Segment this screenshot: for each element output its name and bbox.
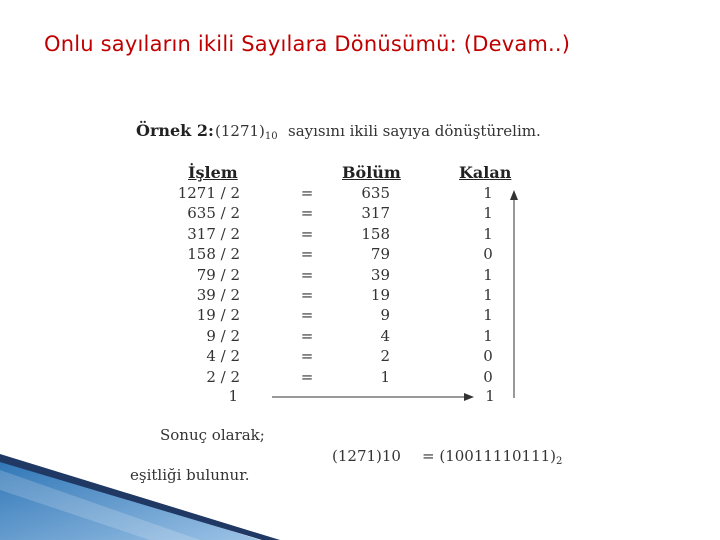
result-outro: eşitliği bulunur. — [130, 466, 250, 484]
row-equals: = — [300, 184, 314, 202]
example-number-base: 10 — [264, 131, 278, 142]
result-lhs: (1271)10 — [332, 447, 401, 465]
final-arrow-head — [464, 393, 474, 401]
row-remainder: 1 — [483, 265, 493, 284]
row-operation: 9 / 2 — [206, 326, 240, 345]
result-rhs-value: = (10011110111) — [422, 447, 557, 465]
row-quotient: 9 — [380, 306, 390, 325]
example-text: sayısını ikili sayıya dönüştürelim. — [288, 122, 541, 140]
row-quotient: 1 — [380, 367, 390, 386]
row-remainder: 0 — [483, 347, 493, 366]
row-quotient: 4 — [380, 326, 390, 345]
header-remainder: Kalan — [459, 163, 512, 182]
row-remainder: 1 — [483, 224, 493, 243]
row-equals: = — [300, 326, 314, 345]
header-operation: İşlem — [188, 163, 238, 182]
row-quotient: 79 — [370, 245, 390, 264]
row-equals: = — [300, 286, 314, 304]
row-equals: = — [300, 265, 314, 284]
row-operation: 158 / 2 — [187, 245, 240, 264]
result-rhs — [422, 449, 562, 467]
row-operation: 317 / 2 — [187, 224, 240, 243]
final-remainder: 1 — [485, 387, 495, 405]
row-equals: = — [300, 367, 314, 386]
row-remainder: 0 — [483, 367, 493, 386]
example-label: Örnek 2: — [136, 121, 214, 140]
example-number-value: (1271) — [215, 122, 265, 140]
row-equals: = — [300, 347, 314, 366]
final-quotient: 1 — [228, 387, 238, 405]
row-operation: 4 / 2 — [206, 347, 240, 366]
row-quotient: 635 — [361, 184, 390, 202]
row-quotient: 317 — [361, 204, 390, 223]
row-operation: 39 / 2 — [196, 286, 240, 304]
row-equals: = — [300, 224, 314, 243]
row-operation: 79 / 2 — [196, 265, 240, 284]
row-equals: = — [300, 306, 314, 325]
row-remainder: 0 — [483, 245, 493, 264]
row-remainder: 1 — [483, 184, 493, 202]
row-remainder: 1 — [483, 204, 493, 223]
slide-title: Onlu sayıların ikili Sayılara Dönüsümü: (Devam..) — [44, 32, 571, 56]
row-operation: 1271 / 2 — [177, 184, 240, 202]
row-quotient: 39 — [370, 265, 390, 284]
row-operation: 2 / 2 — [206, 367, 240, 386]
row-quotient: 2 — [380, 347, 390, 366]
row-remainder: 1 — [483, 326, 493, 345]
row-operation: 19 / 2 — [196, 306, 240, 325]
result-intro: Sonuç olarak; — [160, 426, 265, 444]
read-up-arrow-head — [510, 190, 518, 200]
row-equals: = — [300, 245, 314, 264]
row-remainder: 1 — [483, 306, 493, 325]
row-operation: 635 / 2 — [187, 204, 240, 223]
decorative-swoosh — [0, 440, 280, 540]
header-quotient: Bölüm — [342, 163, 401, 182]
row-quotient: 158 — [361, 224, 390, 243]
row-equals: = — [300, 204, 314, 223]
row-quotient: 19 — [370, 286, 390, 304]
result-rhs-base: 2 — [556, 456, 563, 467]
row-remainder: 1 — [483, 286, 493, 304]
